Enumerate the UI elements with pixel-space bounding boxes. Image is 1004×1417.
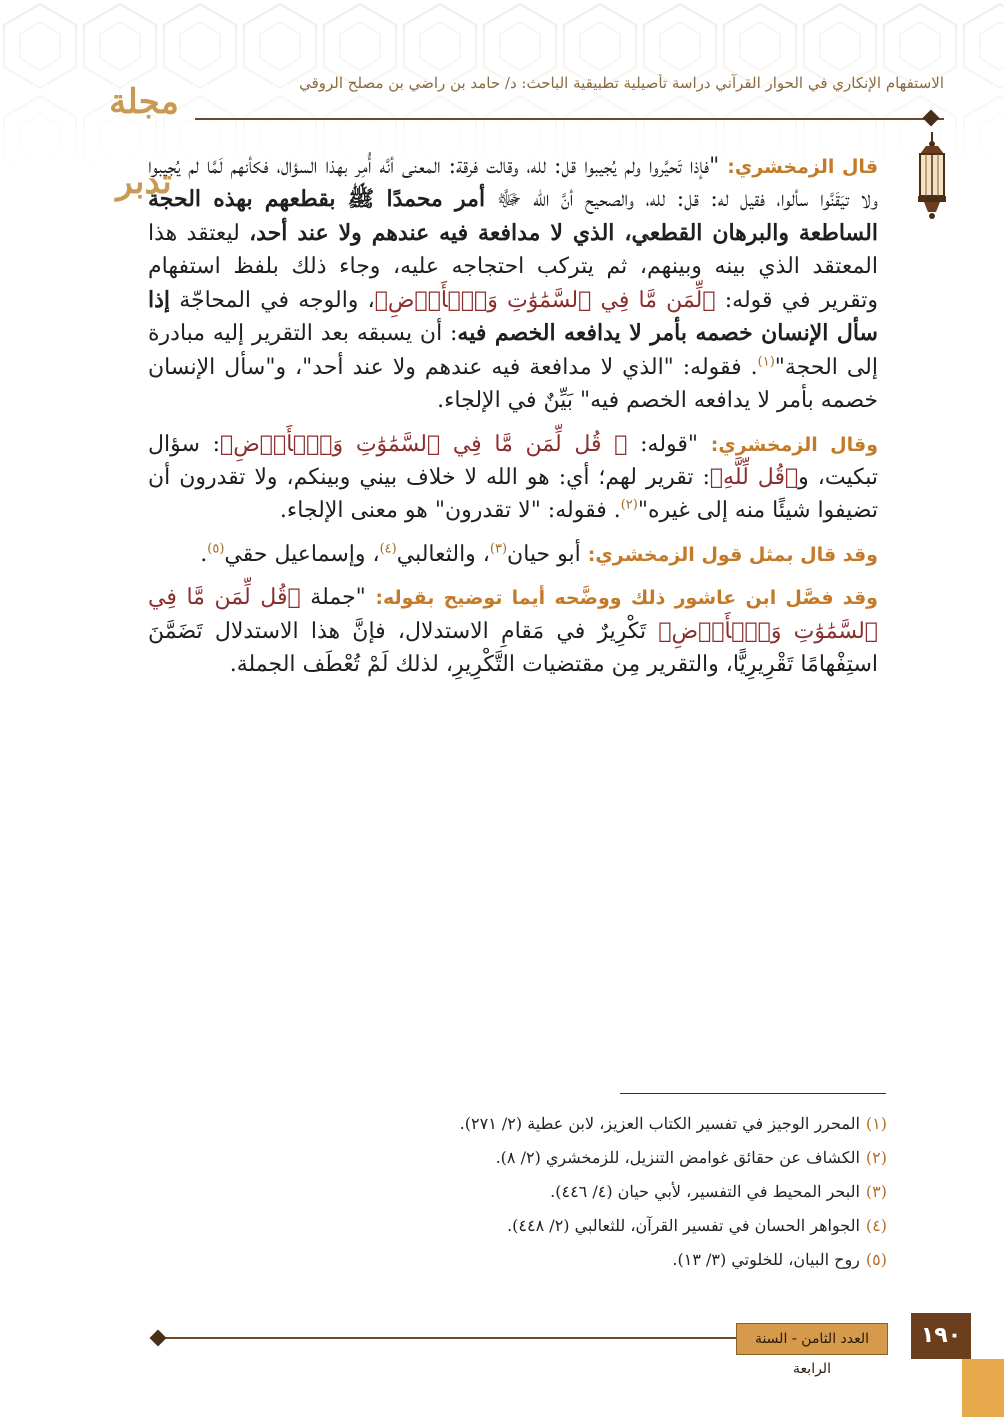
quran-verse: ﴿قُل لِّلَّهِ﴾ [709,464,799,490]
paragraph-lead: وقد فصَّل ابن عاشور ذلك ووضَّحه أيما توضيح بقوله: [375,587,878,610]
footnote-text: الكشاف عن حقائق غوامض التنزيل، للزمخشري (٢/ ٨). [495,1148,860,1167]
footnote-text: الجواهر الحسان في تفسير القرآن، للثعالبي (٢/ ٤٤٨). [507,1216,860,1235]
running-title: الاستفهام الإنكاري في الحوار القرآني دراسة تأصيلية تطبيقية الباحث: د/ حامد بن راضي بن مصلح الروقي [299,74,944,92]
side-color-strip [962,1359,1004,1417]
footnote-separator [620,1093,886,1094]
journal-logo: مجلة تدبر [109,82,179,202]
body-text: : أن يسبقه بعد التقرير إليه مبادرة إلى الحجة" [148,321,879,380]
body-text: تَكْرِيرٌ في مَقامِ الاستدلال، فإنَّ هذا الاستدلال تَضَمَّنَ استِفْهامًا تَقْرِيرِيًّا، والتقرير مِن مقتضيات التَّكْرِيرِ، لذلك لَمْ تُعْطَف الجملة. [148,618,878,678]
footnote-number: (١) [865,1114,887,1133]
footnote-number: (٣) [865,1182,887,1201]
article-body [148,150,878,692]
body-text: : تقرير لهم؛ أي: هو الله لا خلاف بيني وبينكم، ولا تقدرون أن تضيفوا شيئًا منه إلى غيره" [148,464,878,524]
body-text: ، وإسماعيل حقي [224,541,380,567]
body-text: ، والوجه في المحاجّة [170,287,375,313]
footnote-ref: (٥) [207,541,225,557]
header-rule [195,118,944,120]
body-text: "جملة [300,585,376,611]
footnote-text: روح البيان، للخلوتي (٣/ ١٣). [672,1250,860,1269]
footnote [180,1243,887,1277]
bold-text: أمر محمدًا ﷺ بقطعهم بهذه الحجة الساطعة والبرهان القطعي، الذي لا مدافعة فيه عندهم ولا عند أحد، [148,186,878,246]
quran-verse: ﴿ قُل لِّمَن مَّا فِي ٱلسَّمَٰوَٰتِ وَٱلۡأَرۡضِ﴾ [220,431,628,457]
issue-label: العدد الثامن - السنة الرابعة [736,1323,888,1355]
footnote-number: (٥) [865,1250,887,1269]
body-text: . فقوله: "لا تقدرون" هو معنى الإلجاء. [279,498,621,524]
footnote [180,1175,887,1209]
footnote [180,1107,887,1141]
paragraph-lead: قال الزمخشري: [727,156,879,178]
lantern-icon [910,132,954,220]
paragraph [148,538,878,571]
body-text: : سؤال تبكيت، و [148,431,878,490]
footnote-ref: (٢) [620,498,638,514]
body-text: أبو حيان [507,541,588,567]
body-text: "فإذا تَحيَّروا ولم يُجيبوا قل: لله، وقالت فرقة: المعنى أنَّه أُمِر بهذا السؤال، فكأنهم لَمَّا لم يُجيبوا ولا تيَقَنَّوا سألوا، فقيل له: قل: لله، والصحيح أنَّ الله ﷻ [148,154,878,213]
footnotes [180,1107,887,1277]
body-text: . فقوله: "الذي لا مدافعة فيه عندهم ولا عند أحد"، و"سأل الإنسان خصمه بأمر لا يدافعه الخصم فيه" بَيِّنٌ في الإلجاء. [148,354,878,414]
body-text: ليعتقد هذا المعتقد الذي بينه وبينهم، ثم يتركب احتجاجه عليه، وجاء ذلك بلفظ استفهام وتقرير في قوله: [148,220,878,313]
footnote-text: البحر المحيط في التفسير، لأبي حيان (٤/ ٤٤٦). [550,1182,860,1201]
body-text: . [200,541,208,567]
paragraph-lead: وقد قال بمثل قول الزمخشري: [587,543,878,566]
paragraph [148,428,878,528]
footnote-ref: (١) [757,354,775,370]
footnote-number: (٤) [865,1216,887,1235]
paragraph [148,150,878,418]
quran-verse: ﴿لِّمَن مَّا فِي ٱلسَّمَٰوَٰتِ وَٱلۡأَرۡضِ﴾ [374,287,716,313]
body-text: ، والثعالبي [396,541,490,567]
bold-text: إذا سأل الإنسان خصمه بأمر لا يدافعه الخصم فيه [148,286,878,347]
page-number: ١٩٠ [911,1313,971,1359]
page-header [80,58,944,128]
footnote [180,1209,887,1243]
body-text: "قوله: [627,431,711,457]
footnote-ref: (٣) [489,541,508,557]
paragraph [148,581,878,681]
footnote-number: (٢) [865,1148,887,1167]
footnote [180,1141,887,1175]
footnote-text: المحرر الوجيز في تفسير الكتاب العزيز، لابن عطية (٢/ ٢٧١). [459,1114,860,1133]
quran-verse: ﴿قُل لِّمَن مَّا فِي ٱلسَّمَٰوَٰتِ وَٱلۡأَرۡضِ﴾ [148,585,878,644]
paragraph-lead: وقال الزمخشري: [710,433,878,456]
footnote-ref: (٤) [379,541,397,557]
